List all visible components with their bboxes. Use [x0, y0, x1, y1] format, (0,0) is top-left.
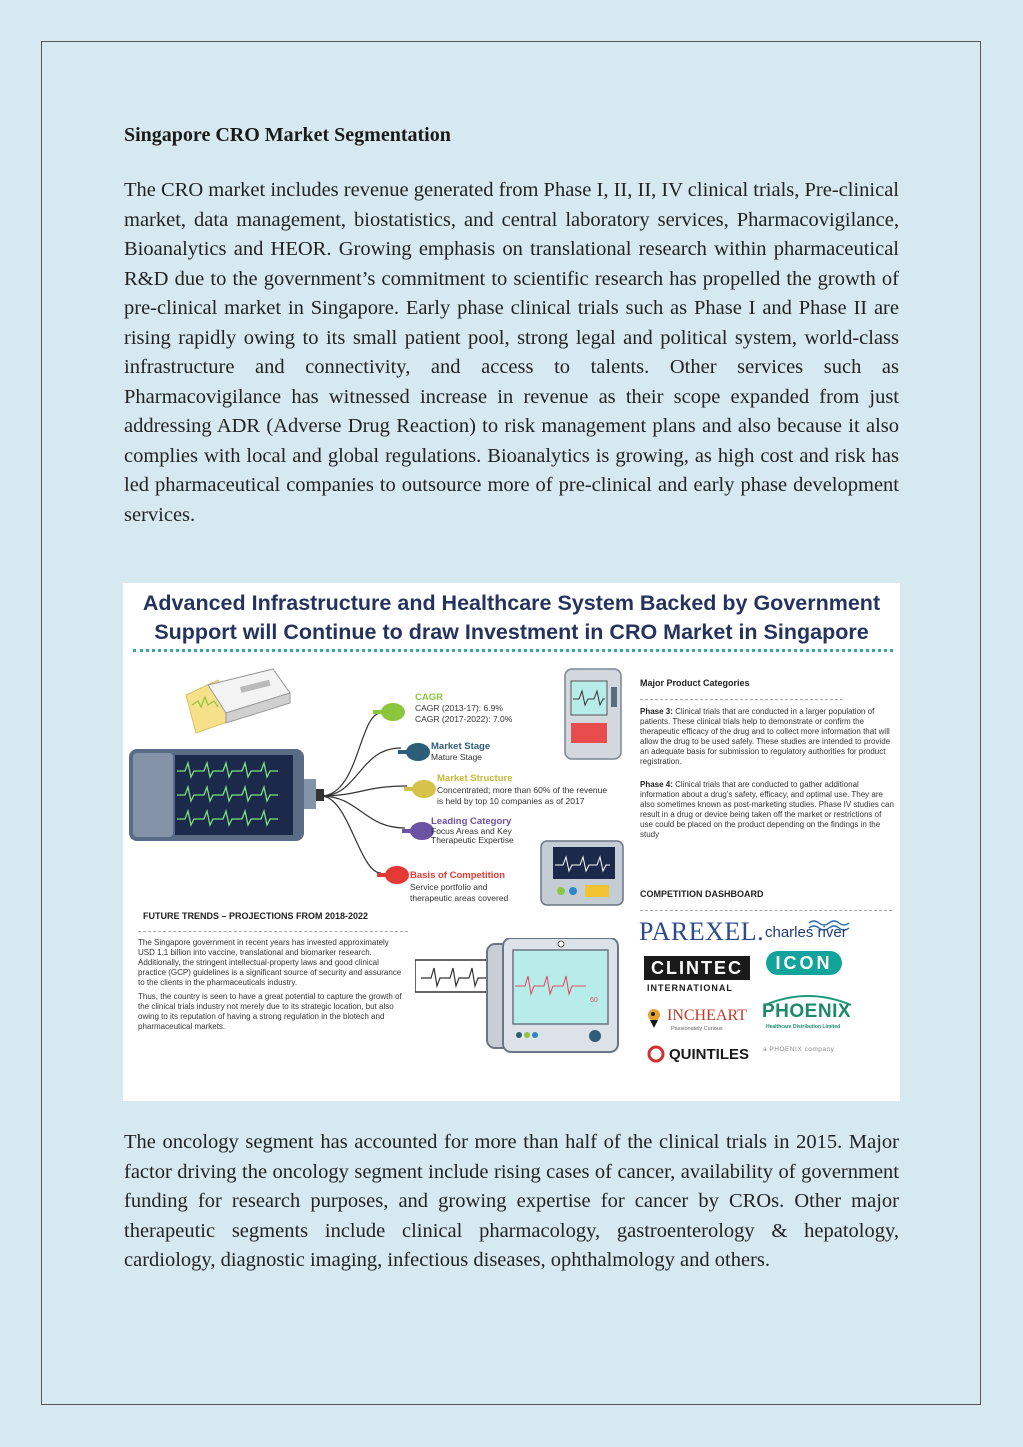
phoenix-sub: Healthcare Distribution Limited — [766, 1024, 841, 1030]
ecg-machine-illustration — [539, 839, 625, 907]
intro-paragraph: The CRO market includes revenue generated from Phase I, II, II, IV clinical trials, Pre-clinical market, data management, biostatistics, and central laboratory services, Pharmacovigilance, Bioanalytics and HEOR. Growing emphasis on translational research within pharmaceutical R&D due to the government’s commitment to scientific research has propelled the growth of pre-clinical market in Singapore. Early phase clinical trials such as Phase I and Phase II are rising rapidly owing to its small patient pool, strong legal and political system, world-class infrastructure and connectivity, and access to talents. Other services such as Pharmacovigilance has witnessed increase in revenue as their scope expanded from just addressing ADR (Adverse Drug Reaction) to risk management plans and also because it also complies with local and global regulations. Bioanalytics is growing, as high cost and risk has led pharmaceutical companies to outsource more of pre-clinical and early phase development services. — [124, 179, 899, 526]
phoenix-tagline: a PHOENIX company — [763, 1046, 835, 1053]
quintiles-ring-icon — [646, 1044, 666, 1064]
cagr-title: CAGR — [415, 692, 443, 703]
market-stage-node-bulb — [396, 737, 436, 767]
phase-3-text: Clinical trials that are conducted in a larger population of patients. These clinical trials help to demonstrate or confirm the therapeutic efficacy of the drug and to collect more information that will allow the drug to be used safely. These studies are intended to provide an adequate basis for submission to regulatory authorities for product registration. — [640, 707, 891, 766]
product-categories-divider — [640, 699, 843, 700]
competition-dashboard-divider — [640, 910, 892, 911]
infographic-title-line-2: Support will Continue to draw Investment in CRO Market in Singapore — [154, 620, 869, 644]
clintec-sub: INTERNATIONAL — [647, 983, 733, 993]
phase-4-text: Clinical trials that are conducted to gather additional information about a drug’s safety, efficacy, and optimal use. They are also sometimes known as post-marketing studies. Phase IV studies can result in a drug or device being taken off the market or restrictions of use could be placed on the product depending on the findings in the study — [640, 780, 894, 839]
phase-3-description — [640, 707, 896, 767]
infographic-title-line-1: Advanced Infrastructure and Healthcare System Backed by Government — [142, 591, 881, 615]
future-trends-paragraph-2: Thus, the country is seen to have a great potential to capture the growth of the clinical trials industry not merely due to its strategic location, but also owing to its reputation of having a strong regulation in the biotech and pharmaceutical markets. — [138, 992, 402, 1031]
ecg-printer-illustration — [178, 665, 298, 740]
phase-4-description — [640, 780, 896, 840]
clintec-logo: CLINTEC — [644, 956, 750, 980]
icon-plc-logo: ICON — [766, 951, 842, 975]
inc-heart-logo: INCHEART — [667, 1007, 747, 1024]
future-trends-paragraph-1: The Singapore government in recent years has invested approximately USD 1.1 billion into vaccine, translational and biomarker research. Additionally, the stringent intellectual-property laws and good clinical practice (GCP) guidelines is a significant source of security and assurance to the clients in the pharmaceuticals industry. — [138, 938, 402, 987]
basis-competition-body-2: therapeutic areas covered — [410, 893, 509, 903]
phoenix-logo: PHOENIX — [762, 1001, 852, 1022]
leading-category-body-1: Focus Areas and Key — [431, 826, 512, 836]
phase-4-label: Phase 4: — [640, 780, 673, 789]
competition-dashboard-heading: COMPETITION DASHBOARD — [640, 889, 764, 899]
handheld-monitor-illustration — [563, 667, 623, 762]
market-structure-body-1: Concentrated; more than 60% of the revenue — [437, 785, 608, 795]
infographic-title — [123, 589, 900, 647]
market-stage-title: Market Stage — [431, 741, 491, 752]
quintiles-logo: QUINTILES — [669, 1046, 750, 1063]
cagr-body-1: CAGR (2013-17): 6.9% — [415, 703, 503, 713]
cagr-node-bulb — [371, 697, 411, 727]
market-structure-title: Market Structure — [437, 773, 513, 784]
basis-competition-body-1: Service portfolio and — [410, 882, 488, 892]
inc-heart-bird-icon — [644, 1007, 664, 1029]
future-trends-divider — [138, 931, 408, 932]
inc-heart-tagline: Passionately Curious — [671, 1026, 723, 1032]
infographic — [123, 583, 900, 1101]
central-monitor-illustration — [129, 749, 329, 849]
charles-river-logo: charles river — [765, 924, 847, 941]
future-trends-heading: FUTURE TRENDS – PROJECTIONS FROM 2018-2022 — [143, 911, 369, 921]
oncology-paragraph: The oncology segment has accounted for more than half of the clinical trials in 2015. Major factor driving the oncology segment include rising cases of cancer, availability of government funding for research purposes, and growing expertise for cancer by CROs. Other major therapeutic segments include clinical pharmacology, gastroenterology & hepatology, cardiology, diagnostic imaging, infectious diseases, ophthalmology and others. — [124, 1131, 899, 1271]
dotted-divider — [133, 649, 893, 652]
market-stage-body: Mature Stage — [431, 752, 483, 762]
product-categories-heading: Major Product Categories — [640, 678, 750, 688]
cagr-body-2: CAGR (2017-2022): 7.0% — [415, 714, 513, 724]
parexel-logo: PAREXEL. — [639, 917, 765, 946]
basis-competition-title: Basis of Competition — [410, 870, 506, 881]
monitor-readout: 60 — [590, 997, 598, 1004]
section-heading: Singapore CRO Market Segmentation — [124, 124, 451, 146]
phase-3-label: Phase 3: — [640, 707, 673, 716]
leading-category-body-2: Therapeutic Expertise — [431, 835, 514, 845]
leading-category-title: Leading Category — [431, 816, 512, 827]
basis-competition-node-bulb — [375, 860, 415, 890]
market-structure-node-bulb — [402, 774, 442, 804]
market-structure-body-2: is held by top 10 companies as of 2017 — [437, 796, 585, 806]
